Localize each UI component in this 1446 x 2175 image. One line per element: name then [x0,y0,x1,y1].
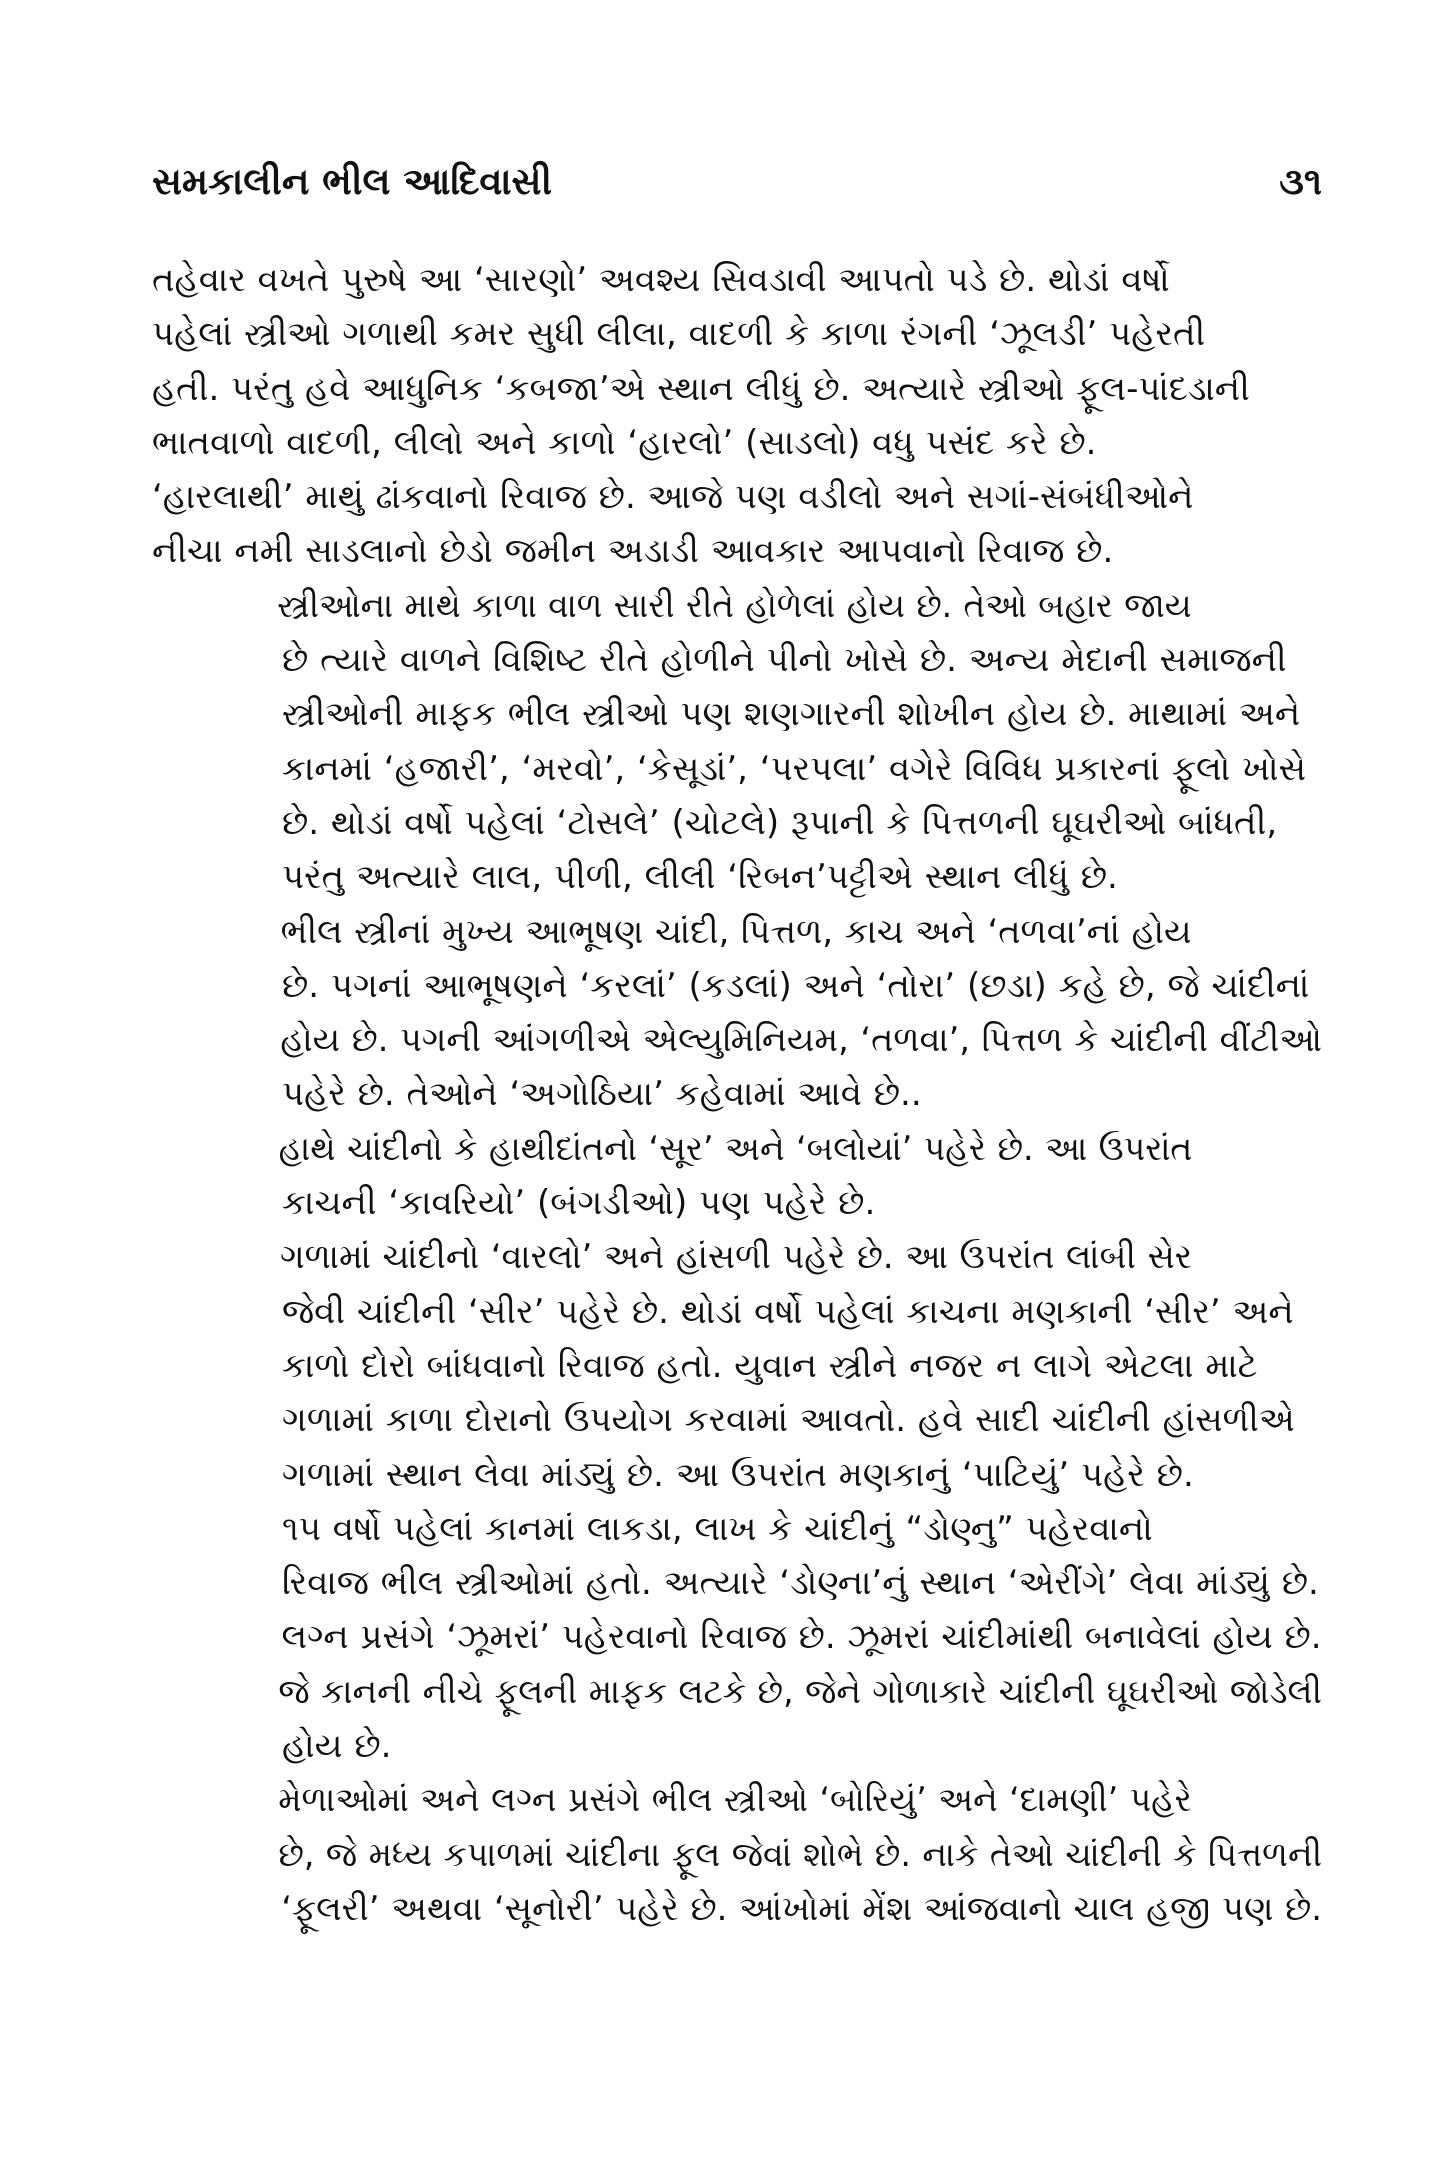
paragraph [152,1230,1322,1501]
text-line: હોય છે. [282,1726,392,1767]
text-line: ‘ફૂલરી’ અથવા ‘સૂનોરી’ પહેરે છે. આંખોમાં મેંશ આંજવાનો ચાલ હજી પણ છે. [281,1888,1323,1929]
text-line: છે, જે મધ્ય કપાળમાં ચાંદીના ફૂલ જેવાં શોભે છે. નાકે તેઓ ચાંદીની કે પિત્તળની [278,1834,1323,1875]
paragraph [152,253,1322,579]
running-header [152,160,1322,220]
text-line: કાનમાં ‘હજારી’, ‘મરવો’, ‘કેસૂડાં’, ‘પરપલા’ વગેરે વિવિધ પ્રકારનાં ફૂલો ખોસે [282,748,1307,789]
paragraph [152,1773,1322,1936]
text-line: તહેવાર વખતે પુરુષે આ ‘સારણો’ અવશ્ય સિવડાવી આપતો પડે છે. થોડાં વર્ષો [152,260,1170,300]
text-line: લગ્ન પ્રસંગે ‘ઝૂમરાં’ પહેરવાનો રિવાજ છે. ઝૂમરાં ચાંદીમાંથી બનાવેલાં હોય છે. [281,1617,1322,1658]
paragraph [152,1122,1322,1231]
text-line: સ્ત્રીઓના માથે કાળા વાળ સારી રીતે હોળેલાં હોય છે. તેઓ બહાર જાય [277,585,1192,626]
text-line: છે. થોડાં વર્ષો પહેલાં ‘ટોસલે’ (ચોટલે) રૂપાની કે પિત્તળની ઘૂઘરીઓ બાંધતી, [282,802,1278,843]
text-line: છે ત્યારે વાળને વિશિષ્ટ રીતે હોળીને પીનો ખોસે છે. અન્ય મેદાની સમાજની [282,640,1287,681]
page-number: ૩૧ [1279,160,1322,203]
text-line: ગળામાં કાળા દોરાનો ઉપયોગ કરવામાં આવતો. હવે સાદી ચાંદીની હાંસળીએ [282,1400,1295,1441]
text-line: ગળામાં સ્થાન લેવા માંડ્યું છે. આ ઉપરાંત મણકાનું ‘પાટિયું’ પહેરે છે. [282,1454,1194,1495]
text-line: કાચની ‘કાવરિયો’ (બંગડીઓ) પણ પહેરે છે. [282,1183,876,1224]
text-line: સ્ત્રીઓની માફક ભીલ સ્ત્રીઓ પણ શણગારની શોખીન હોય છે. માથામાં અને [282,694,1301,735]
text-line: પહેરે છે. તેઓને ‘અગોઠિયા’ કહેવામાં આવે છે.. [282,1074,922,1115]
text-line: જેવી ચાંદીની ‘સીર’ પહેરે છે. થોડાં વર્ષો પહેલાં કાચના મણકાની ‘સીર’ અને [282,1291,1294,1332]
text-line: પરંતુ અત્યારે લાલ, પીળી, લીલી ‘રિબન’પટ્ટીએ સ્થાન લીધું છે. [282,857,1118,898]
body-text [152,253,1322,1936]
text-line: રિવાજ ભીલ સ્ત્રીઓમાં હતો. અત્યારે ‘ડોણ્ના’નું સ્થાન ‘એરીંગે’ લેવા માંડ્યું છે. [282,1563,1319,1604]
text-line: હાથે ચાંદીનો કે હાથીદાંતનો ‘સૂર’ અને ‘બલોયાં’ પહેરે છે. આ ઉપરાંત [278,1128,1193,1169]
text-line: ગળામાં ચાંદીનો ‘વારલો’ અને હાંસળી પહેરે છે. આ ઉપરાંત લાંબી સેર [280,1237,1193,1278]
text-line: ‘હારલાથી’ માથું ઢાંકવાનો રિવાજ છે. આજે પણ વડીલો અને સગાં-સંબંધીઓને [152,477,1194,518]
text-line: હતી. પરંતુ હવે આધુનિક ‘કબજા’એ સ્થાન લીધું છે. અત્યારે સ્ત્રીઓ ફૂલ-પાંદડાની [152,368,1250,409]
paragraph [152,1502,1322,1773]
paragraph [152,579,1322,905]
text-line: ૧૫ વર્ષો પહેલાં કાનમાં લાકડા, લાખ કે ચાંદીનું “ડોણ્નુ” પહેરવાનો [282,1508,1153,1549]
text-line: ભીલ સ્ત્રીનાં મુખ્ય આભૂષણ ચાંદી, પિત્તળ, કાચ અને ‘તળવા’નાં હોય [280,911,1192,952]
text-line: મેળાઓમાં અને લગ્ન પ્રસંગે ભીલ સ્ત્રીઓ ‘બોરિયું’ અને ‘દામણી’ પહેરે [278,1780,1192,1821]
text-line: નીચા નમી સાડલાનો છેડો જમીન અડાડી આવકાર આપવાનો રિવાજ છે. [152,531,1114,572]
text-line: કાળો દોરો બાંધવાનો રિવાજ હતો. યુવાન સ્ત્રીને નજર ન લાગે એટલા માટે [282,1345,1258,1386]
text-line: ભાતવાળો વાદળી, લીલો અને કાળો ‘હારલો’ (સાડલો) વધુ પસંદ કરે છે. [152,422,1097,463]
text-line: જે કાનની નીચે ફૂલની માફક લટકે છે, જેને ગોળાકારે ચાંદીની ઘૂઘરીઓ જોડેલી [278,1671,1322,1712]
text-line: હોય છે. પગની આંગળીએ એલ્યુમિનિયમ, ‘તળવા’, પિત્તળ કે ચાંદીની વીંટીઓ [280,1020,1322,1061]
text-line: છે. પગનાં આભૂષણને ‘કરલાં’ (કડલાં) અને ‘તોરા’ (છડા) કહે છે, જે ચાંદીનાં [282,965,1310,1006]
text-line: પહેલાં સ્ત્રીઓ ગળાથી કમર સુધી લીલા, વાદળી કે કાળા રંગની ‘ઝૂલડી’ પહેરતી [152,314,1206,355]
paragraph [152,905,1322,1122]
running-title: સમકાલીન ભીલ આદિવાસી [152,160,553,203]
